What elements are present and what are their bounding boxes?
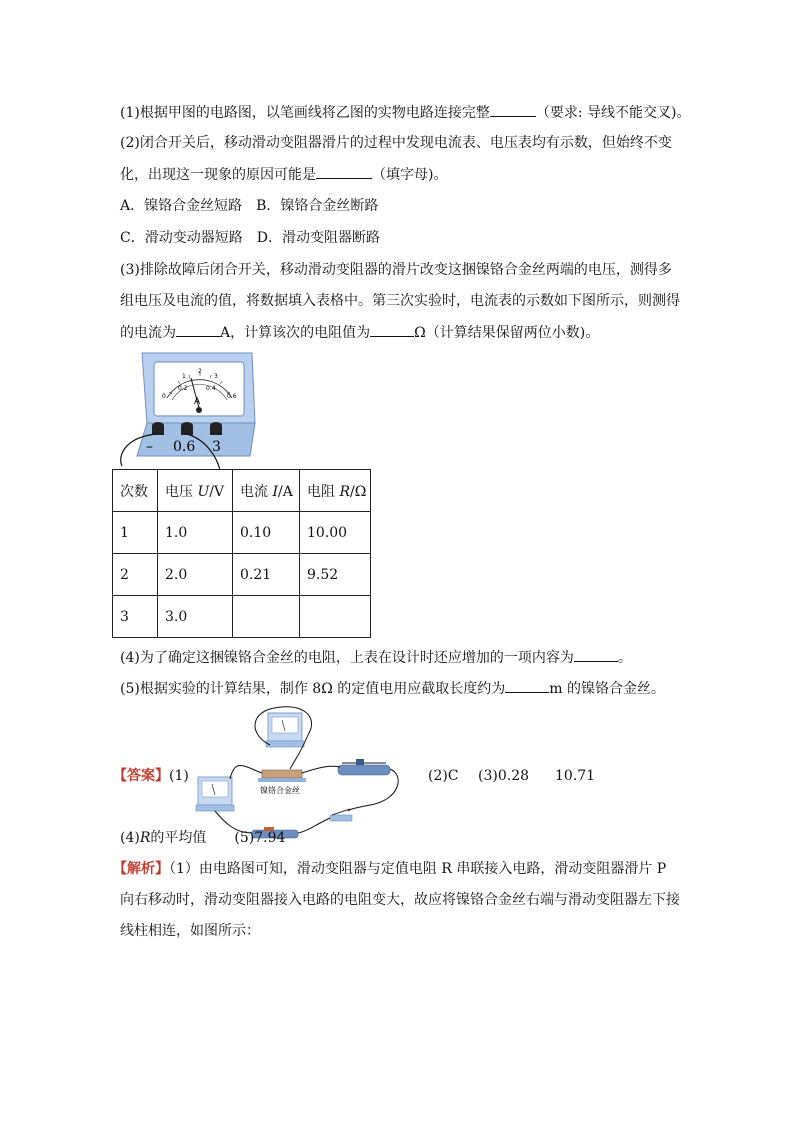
table-cell: 2.0	[158, 554, 233, 596]
scale-label: 0.4	[206, 385, 216, 392]
question-5: (5)根据实验的计算结果，制作 8Ω 的定值电用应截取长度约为 m 的镍铬合金丝。	[120, 677, 665, 700]
scale-label: 2	[198, 368, 202, 375]
scale-label: 0	[162, 393, 166, 400]
scale-label: 1	[182, 373, 186, 380]
option-c: C．滑动变动器短路	[120, 230, 243, 246]
meter-unit: A	[194, 397, 201, 407]
analysis-line-2: 向右移动时，滑动变阻器接入电路的电阻变大，故应将镍铬合金丝右端与滑动变阻器左下接	[120, 892, 680, 908]
table-header: 电流 I/A	[233, 470, 300, 512]
answer-blank	[574, 646, 618, 662]
table-row	[113, 512, 371, 554]
table-header: 电阻 R/Ω	[300, 470, 371, 512]
table-header: 次数	[113, 470, 158, 512]
question-4: (4)为了确定这捆镍铬合金丝的电阻，上表在设计时还应增加的一项内容为 。	[120, 646, 632, 669]
option-b: B．镍铬合金丝断路	[256, 198, 379, 214]
table-cell: 0.21	[233, 554, 300, 596]
option-a: A．镍铬合金丝短路	[120, 198, 243, 214]
table-cell: 1.0	[158, 512, 233, 554]
table-row	[113, 554, 371, 596]
ammeter-small	[196, 777, 234, 811]
table-cell: 1	[113, 512, 158, 554]
scale-label: 0.2	[178, 385, 188, 392]
table-cell: 9.52	[300, 554, 371, 596]
voltmeter	[266, 713, 304, 747]
options-ab	[120, 195, 378, 217]
data-table	[112, 469, 371, 638]
rheostat-top	[338, 759, 390, 775]
answer-line: 【答案】(1)	[113, 768, 189, 784]
options-cd	[120, 227, 380, 249]
answer-label: 【答案】	[113, 768, 169, 784]
circuit-diagram	[190, 705, 410, 840]
analysis-line-1: 【解析】（1）由电路图可知，滑动变阻器与定值电阻 R 串联接入电路，滑动变阻器滑片 P	[113, 861, 667, 877]
answer-part-3b: 10.71	[555, 768, 596, 784]
table-cell: 0.10	[233, 512, 300, 554]
option-d: D．滑动变阻器断路	[256, 230, 380, 246]
table-header: 电压 U/V	[158, 470, 233, 512]
wire-label: 镍铬合金丝	[260, 786, 300, 795]
question-3-line-1: (3)排除故障后闭合开关，移动滑动变阻器的滑片改变这捆镍铬合金丝两端的电压，测得多	[120, 262, 672, 278]
terminal-negative: –	[146, 439, 153, 455]
meter-pivot	[196, 407, 202, 413]
table-cell	[300, 596, 371, 638]
question-3-line-3: 的电流为 A，计算该次的电阻值为 Ω（计算结果保留两位小数)。	[120, 321, 599, 344]
terminal-0-6: 0.6	[173, 439, 196, 455]
question-1: (1)根据甲图的电路图，以笔画线将乙图的实物电路连接完整 （要求: 导线不能交叉)。	[120, 101, 690, 124]
answer-blank	[490, 101, 536, 117]
table-cell: 2	[113, 554, 158, 596]
table-cell: 10.00	[300, 512, 371, 554]
question-2-line-2: 化，出现这一现象的原因可能是 （填字母)。	[120, 163, 447, 186]
analysis-line-3: 线柱相连，如图所示：	[120, 923, 260, 939]
scale-label: 0.6	[227, 393, 237, 400]
answer-part-4-5: (4)R的平均值 (5)7.94	[120, 830, 286, 846]
table-cell	[233, 596, 300, 638]
question-2-line-1: (2)闭合开关后，移动滑动变阻器滑片的过程中发现电流表、电压表均有示数，但始终不变	[120, 135, 672, 151]
answer-part-2: (2)C	[428, 768, 459, 784]
nichrome-wire-block	[258, 770, 306, 795]
answer-part-3: (3)0.28	[478, 768, 530, 784]
table-header-row	[113, 470, 371, 512]
answer-blank	[370, 321, 414, 337]
answer-blank	[176, 321, 220, 337]
table-row	[113, 596, 371, 638]
table-cell: 3.0	[158, 596, 233, 638]
question-3-line-2: 组电压及电流的值，将数据填入表格中。第三次实验时，电流表的示数如下图所示，则测得	[120, 293, 680, 309]
terminal-3: 3	[212, 439, 221, 455]
answer-blank	[505, 677, 549, 693]
table-cell: 3	[113, 596, 158, 638]
answer-blank	[316, 163, 372, 179]
scale-label: 3	[214, 373, 218, 380]
analysis-label: 【解析】	[113, 861, 169, 877]
ammeter-figure	[112, 348, 262, 472]
